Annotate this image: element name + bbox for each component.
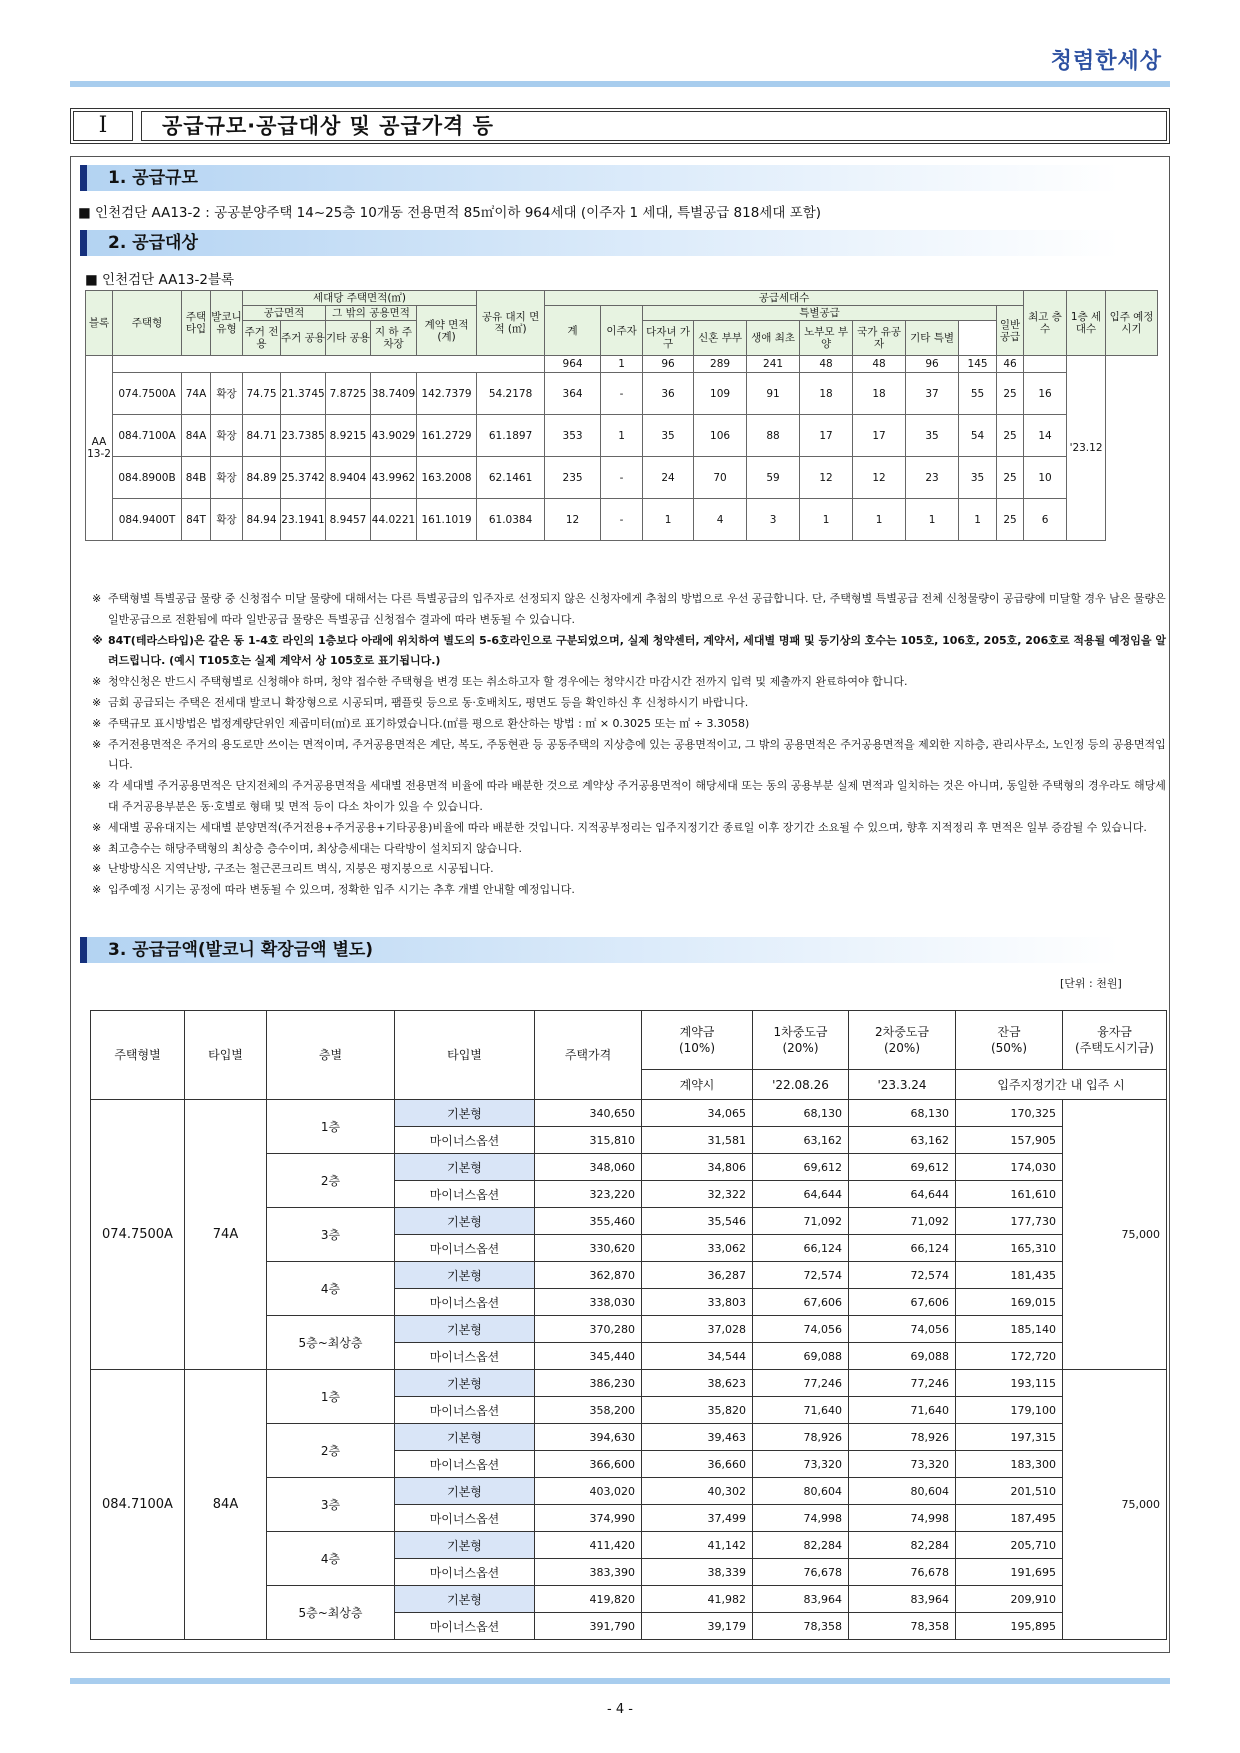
price-cell: 177,730 <box>956 1208 1063 1235</box>
price-cell: 205,710 <box>956 1532 1063 1559</box>
note-item: ※ 84T(테라스타입)은 같은 동 1-4호 라인의 1층보다 아래에 위치하여 별도의 5-6호라인으로 구분되었으며, 실제 청약센터, 계약서, 세대별 명패 및 등기상의 호수는 105호, 106호, 205호, 206호로 적용될 예정임을 알려드립니다. (예시 T105호는 실제 계약서 상 105호로 표기됩니다.) <box>92 633 1166 668</box>
price-cell: 72,574 <box>849 1262 956 1289</box>
price-cell: 31,581 <box>642 1127 753 1154</box>
top-rule <box>70 81 1170 87</box>
th-area-group: 세대당 주택면적(㎡) <box>243 291 477 306</box>
price-cell: 32,322 <box>642 1181 753 1208</box>
price-cell: 74,998 <box>849 1505 956 1532</box>
price-cell: 66,124 <box>849 1235 956 1262</box>
total-cell: 241 <box>747 356 800 373</box>
option-cell: 기본형 <box>395 1154 535 1181</box>
price-cell: 71,092 <box>849 1208 956 1235</box>
note-item: ※ 주택규모 표시방법은 법정계량단위인 제곱미터(㎡)로 표기하였습니다.(㎡를 평으로 환산하는 방법 : ㎡ × 0.3025 또는 ㎡ ÷ 3.3058) <box>92 716 750 730</box>
chapter-heading <box>70 108 1170 144</box>
section-1-title: 1. 공급규모 <box>108 168 198 188</box>
th-house-type: 주택형별 <box>91 1011 185 1100</box>
price-cell: 355,460 <box>535 1208 642 1235</box>
note-item: ※ 입주예정 시기는 공정에 따라 변동될 수 있으며, 정확한 입주 시기는 추후 개별 안내할 예정입니다. <box>92 883 575 897</box>
option-cell: 마이너스옵션 <box>395 1127 535 1154</box>
price-cell: 36,660 <box>642 1451 753 1478</box>
th-contract-area: 계약 면적 (계) <box>417 306 477 356</box>
price-cell: 73,320 <box>849 1451 956 1478</box>
price-cell: 82,284 <box>753 1532 849 1559</box>
price-cell: 383,390 <box>535 1559 642 1586</box>
th-merit: 국가 유공자 <box>853 321 906 356</box>
loan-cell: 75,000 <box>1063 1100 1167 1370</box>
chapter-title: 공급규모·공급대상 및 공급가격 등 <box>141 111 1167 141</box>
note-item: ※ 금회 공급되는 주택은 전세대 발코니 확장형으로 시공되며, 팸플릿 등으로 동·호배치도, 평면도 등을 확인하신 후 신청하시기 바랍니다. <box>92 695 749 709</box>
price-cell: 78,926 <box>849 1424 956 1451</box>
price-cell: 71,640 <box>849 1397 956 1424</box>
price-cell: 419,820 <box>535 1586 642 1613</box>
loan-cell: 75,000 <box>1063 1370 1167 1640</box>
type-cell: 84A <box>185 1370 267 1640</box>
supply-target-table <box>85 290 1158 541</box>
price-cell: 179,100 <box>956 1397 1063 1424</box>
total-cell: 46 <box>997 356 1024 373</box>
price-cell: 370,280 <box>535 1316 642 1343</box>
price-cell: 348,060 <box>535 1154 642 1181</box>
th-type: 타입별 <box>185 1011 267 1100</box>
price-cell: 201,510 <box>956 1478 1063 1505</box>
th-total: 계 <box>545 306 601 356</box>
price-cell: 69,612 <box>753 1154 849 1181</box>
section-1-heading <box>80 165 1120 191</box>
price-cell: 78,926 <box>753 1424 849 1451</box>
price-cell: 69,612 <box>849 1154 956 1181</box>
th-mid2: 2차중도금 (20%) <box>849 1011 956 1070</box>
price-cell: 41,982 <box>642 1586 753 1613</box>
price-cell: 74,056 <box>849 1316 956 1343</box>
price-cell: 71,092 <box>753 1208 849 1235</box>
total-cell: 96 <box>643 356 694 373</box>
price-cell: 394,630 <box>535 1424 642 1451</box>
note-item: ※ 최고층수는 해당주택형의 최상층 층수이며, 최상층세대는 다락방이 설치되지 않습니다. <box>92 841 523 855</box>
price-cell: 362,870 <box>535 1262 642 1289</box>
th-loan: 융자금 (주택도시기금) <box>1063 1011 1167 1070</box>
section-2-title: 2. 공급대상 <box>108 233 198 253</box>
floor-cell: 2층 <box>267 1154 395 1208</box>
price-cell: 73,320 <box>753 1451 849 1478</box>
house-type-cell: 084.7100A <box>91 1370 185 1640</box>
price-cell: 76,678 <box>849 1559 956 1586</box>
price-cell: 72,574 <box>753 1262 849 1289</box>
note-item: ※ 각 세대별 주거공용면적은 단지전체의 주거공용면적을 세대별 전용면적 비율에 따라 배분한 것으로 계약상 주거공용면적이 해당세대 또는 동의 공용부분 실제 면적과 일치하는 것은 아니며, 동일한 주택형의 경우라도 해당세대 주거공용부분은 동·호별로 형태 및 면적 등이 다소 차이가 있을 수 있습니다. <box>92 779 1166 813</box>
th-first-floor: 1층 세대수 <box>1067 291 1106 356</box>
price-cell: 41,142 <box>642 1532 753 1559</box>
note-item: ※ 주택형별 특별공급 물량 중 신청접수 미달 물량에 대해서는 다른 특별공급의 입주자로 선정되지 않은 신청자에게 추첨의 방법으로 우선 공급합니다. 단, 주택형별 특별공급 전체 신청물량이 공급량에 미달할 경우 남은 물량은 일반공급으로 전환됨에 따라 일반공급 물량은 특별공급 신청접수 결과에 따라 변동될 수 있습니다. <box>92 592 1166 626</box>
price-cell: 67,606 <box>753 1289 849 1316</box>
option-cell: 기본형 <box>395 1478 535 1505</box>
price-table <box>90 1010 1167 1640</box>
th-res-only: 주거 전용 <box>243 321 281 356</box>
th-block: 블록 <box>86 291 113 356</box>
th-mid1-when: '22.08.26 <box>753 1070 849 1100</box>
th-option: 타입별 <box>395 1011 535 1100</box>
price-cell: 39,463 <box>642 1424 753 1451</box>
option-cell: 마이너스옵션 <box>395 1343 535 1370</box>
price-cell: 68,130 <box>753 1100 849 1127</box>
note-item: ※ 난방방식은 지역난방, 구조는 철근콘크리트 벽식, 지붕은 평지붕으로 시공됩니다. <box>92 862 494 876</box>
th-newlywed: 신혼 부부 <box>694 321 747 356</box>
th-deposit: 계약금 (10%) <box>642 1011 753 1070</box>
table-row: 084.7100A 84A 확장 84.71 23.7385 8.9215 43.9029 161.2729 61.1897 353 1 35 106 88 17 17 35 54 25 14 <box>86 415 1158 457</box>
option-cell: 마이너스옵션 <box>395 1289 535 1316</box>
option-cell: 기본형 <box>395 1532 535 1559</box>
section-3-title: 3. 공급금액(발코니 확장금액 별도) <box>108 940 374 960</box>
price-cell: 195,895 <box>956 1613 1063 1640</box>
th-balance: 잔금 (50%) <box>956 1011 1063 1070</box>
th-elderly: 노부모 부양 <box>800 321 853 356</box>
price-cell: 169,015 <box>956 1289 1063 1316</box>
type-cell: 74A <box>185 1100 267 1370</box>
price-cell: 83,964 <box>753 1586 849 1613</box>
th-special: 특별공급 <box>643 306 997 321</box>
price-cell: 386,230 <box>535 1370 642 1397</box>
th-supply-area: 공급면적 <box>243 306 326 321</box>
th-relocatee: 이주자 <box>601 306 643 356</box>
price-cell: 67,606 <box>849 1289 956 1316</box>
price-cell: 33,803 <box>642 1289 753 1316</box>
price-cell: 34,544 <box>642 1343 753 1370</box>
option-cell: 마이너스옵션 <box>395 1397 535 1424</box>
price-cell: 340,650 <box>535 1100 642 1127</box>
note-item: ※ 청약신청은 반드시 주택형별로 신청해야 하며, 청약 접수한 주택형을 변경 또는 취소하고자 할 경우에는 청약시간 마감시간 전까지 입력 및 제출까지 완료하여야 합니다. <box>92 675 908 689</box>
option-cell: 마이너스옵션 <box>395 1613 535 1640</box>
option-cell: 기본형 <box>395 1262 535 1289</box>
move-in-date: '23.12 <box>1067 356 1106 541</box>
price-cell: 63,162 <box>753 1127 849 1154</box>
th-balance-when: 입주지정기간 내 입주 시 <box>956 1070 1167 1100</box>
section-3-heading <box>80 937 1120 963</box>
price-cell: 71,640 <box>753 1397 849 1424</box>
floor-cell: 5층~최상층 <box>267 1316 395 1370</box>
price-cell: 338,030 <box>535 1289 642 1316</box>
total-cell: 48 <box>800 356 853 373</box>
price-cell: 74,998 <box>753 1505 849 1532</box>
price-cell: 33,062 <box>642 1235 753 1262</box>
section-2-heading <box>80 230 1120 256</box>
note-item: ※ 세대별 공유대지는 세대별 분양면적(주거전용+주거공용+기타공용)비율에 따라 배분한 것입니다. 지적공부정리는 입주지정기간 종료일 이후 장기간 소요될 수 있으며, 향후 지적정리 후 면적은 일부 증감될 수 있습니다. <box>92 820 1147 834</box>
price-cell: 165,310 <box>956 1235 1063 1262</box>
th-other-common: 그 밖의 공용면적 <box>326 306 417 321</box>
table-row: 084.8900B 84B 확장 84.89 25.3742 8.9404 43.9962 163.2008 62.1461 235 - 24 70 59 12 12 23 35 25 10 <box>86 457 1158 499</box>
floor-cell: 3층 <box>267 1478 395 1532</box>
th-balcony: 발코니 유형 <box>211 291 243 356</box>
th-price: 주택가격 <box>535 1011 642 1100</box>
price-cell: 69,088 <box>849 1343 956 1370</box>
th-first-life: 생애 최초 <box>747 321 800 356</box>
price-cell: 35,546 <box>642 1208 753 1235</box>
price-cell: 38,623 <box>642 1370 753 1397</box>
note-item: ※ 주거전용면적은 주거의 용도로만 쓰이는 면적이며, 주거공용면적은 계단, 복도, 주동현관 등 공동주택의 지상층에 있는 공용면적이고, 그 밖의 공용면적은 주거공용면적을 제외한 지하층, 관리사무소, 노인정 등의 공용면적입니다. <box>92 737 1166 772</box>
option-cell: 기본형 <box>395 1208 535 1235</box>
th-deposit-when: 계약시 <box>642 1070 753 1100</box>
price-cell: 172,720 <box>956 1343 1063 1370</box>
table-row: 074.7500A 74A 확장 74.75 21.3745 7.8725 38.7409 142.7379 54.2178 364 - 36 109 91 18 18 37 55 25 16 <box>86 373 1158 415</box>
total-cell: 964 <box>545 356 601 373</box>
price-cell: 358,200 <box>535 1397 642 1424</box>
price-cell: 403,020 <box>535 1478 642 1505</box>
notes-list <box>92 589 1167 901</box>
supply-scale-line: ■ 인천검단 AA13-2 : 공공분양주택 14~25층 10개동 전용면적 85㎡이하 964세대 (이주자 1 세대, 특별공급 818세대 포함) <box>78 205 822 221</box>
logo <box>1051 44 1162 75</box>
price-cell: 74,056 <box>753 1316 849 1343</box>
price-cell: 66,124 <box>753 1235 849 1262</box>
th-max-floor: 최고 층수 <box>1024 291 1067 356</box>
page-number: - 4 - <box>607 1702 633 1717</box>
unit-label: [단위 : 천원] <box>1060 977 1122 990</box>
price-cell: 323,220 <box>535 1181 642 1208</box>
price-cell: 38,339 <box>642 1559 753 1586</box>
price-cell: 34,065 <box>642 1100 753 1127</box>
price-cell: 330,620 <box>535 1235 642 1262</box>
option-cell: 마이너스옵션 <box>395 1505 535 1532</box>
price-cell: 197,315 <box>956 1424 1063 1451</box>
price-cell: 37,028 <box>642 1316 753 1343</box>
price-cell: 69,088 <box>753 1343 849 1370</box>
logo-text: 청렴한세상 <box>1050 49 1162 74</box>
price-cell: 40,302 <box>642 1478 753 1505</box>
price-cell: 68,130 <box>849 1100 956 1127</box>
price-cell: 35,820 <box>642 1397 753 1424</box>
option-cell: 마이너스옵션 <box>395 1559 535 1586</box>
price-cell: 183,300 <box>956 1451 1063 1478</box>
price-cell: 187,495 <box>956 1505 1063 1532</box>
price-cell: 366,600 <box>535 1451 642 1478</box>
price-cell: 80,604 <box>753 1478 849 1505</box>
price-cell: 64,644 <box>753 1181 849 1208</box>
price-cell: 315,810 <box>535 1127 642 1154</box>
option-cell: 기본형 <box>395 1100 535 1127</box>
th-res-common: 주거 공용 <box>281 321 326 356</box>
price-cell: 76,678 <box>753 1559 849 1586</box>
block-name: AA 13-2 <box>86 356 113 541</box>
option-cell: 기본형 <box>395 1586 535 1613</box>
price-cell: 77,246 <box>849 1370 956 1397</box>
block-line: ■ 인천검단 AA13-2블록 <box>85 272 235 288</box>
price-cell: 34,806 <box>642 1154 753 1181</box>
price-cell: 345,440 <box>535 1343 642 1370</box>
option-cell: 기본형 <box>395 1424 535 1451</box>
price-cell: 36,287 <box>642 1262 753 1289</box>
floor-cell: 2층 <box>267 1424 395 1478</box>
price-cell: 157,905 <box>956 1127 1063 1154</box>
th-multi-child: 다자녀 가구 <box>643 321 694 356</box>
total-cell: 289 <box>694 356 747 373</box>
price-cell: 77,246 <box>753 1370 849 1397</box>
bottom-rule <box>70 1678 1170 1684</box>
price-cell: 185,140 <box>956 1316 1063 1343</box>
total-cell: 96 <box>906 356 959 373</box>
price-cell: 39,179 <box>642 1613 753 1640</box>
th-etc-special: 기타 특별 <box>906 321 959 356</box>
floor-cell: 5층~최상층 <box>267 1586 395 1640</box>
price-cell: 191,695 <box>956 1559 1063 1586</box>
floor-cell: 1층 <box>267 1100 395 1154</box>
floor-cell: 3층 <box>267 1208 395 1262</box>
th-households: 공급세대수 <box>545 291 1024 306</box>
total-cell: 48 <box>853 356 906 373</box>
th-land-area: 공유 대지 면적 (㎡) <box>477 291 545 356</box>
floor-cell: 4층 <box>267 1262 395 1316</box>
th-house-type: 주택형 <box>113 291 182 356</box>
th-mid2-when: '23.3.24 <box>849 1070 956 1100</box>
option-cell: 기본형 <box>395 1370 535 1397</box>
table-row: 084.9400T 84T 확장 84.94 23.1941 8.9457 44.0221 161.1019 61.0384 12 - 1 4 3 1 1 1 1 25 6 <box>86 499 1158 541</box>
table-row <box>91 1370 1167 1397</box>
price-cell: 181,435 <box>956 1262 1063 1289</box>
th-move-in: 입주 예정 시기 <box>1106 291 1158 356</box>
price-cell: 209,910 <box>956 1586 1063 1613</box>
price-cell: 193,115 <box>956 1370 1063 1397</box>
total-cell: 1 <box>601 356 643 373</box>
chapter-number: Ⅰ <box>73 111 133 141</box>
price-cell: 78,358 <box>753 1613 849 1640</box>
price-cell: 64,644 <box>849 1181 956 1208</box>
price-cell: 78,358 <box>849 1613 956 1640</box>
th-type: 주택 타입 <box>182 291 211 356</box>
th-floor: 층별 <box>267 1011 395 1100</box>
price-cell: 174,030 <box>956 1154 1063 1181</box>
th-mid1: 1차중도금 (20%) <box>753 1011 849 1070</box>
price-cell: 63,162 <box>849 1127 956 1154</box>
price-cell: 170,325 <box>956 1100 1063 1127</box>
floor-cell: 1층 <box>267 1370 395 1424</box>
house-type-cell: 074.7500A <box>91 1100 185 1370</box>
price-cell: 37,499 <box>642 1505 753 1532</box>
price-cell: 391,790 <box>535 1613 642 1640</box>
price-cell: 374,990 <box>535 1505 642 1532</box>
option-cell: 기본형 <box>395 1316 535 1343</box>
table-row <box>91 1100 1167 1127</box>
price-cell: 83,964 <box>849 1586 956 1613</box>
floor-cell: 4층 <box>267 1532 395 1586</box>
price-cell: 82,284 <box>849 1532 956 1559</box>
price-cell: 80,604 <box>849 1478 956 1505</box>
th-general: 일반 공급 <box>997 306 1024 356</box>
option-cell: 마이너스옵션 <box>395 1235 535 1262</box>
th-parking: 지 하 주차장 <box>371 321 417 356</box>
option-cell: 마이너스옵션 <box>395 1451 535 1478</box>
option-cell: 마이너스옵션 <box>395 1181 535 1208</box>
price-cell: 411,420 <box>535 1532 642 1559</box>
th-etc-common: 기타 공용 <box>326 321 371 356</box>
price-cell: 161,610 <box>956 1181 1063 1208</box>
total-cell: 145 <box>959 356 997 373</box>
